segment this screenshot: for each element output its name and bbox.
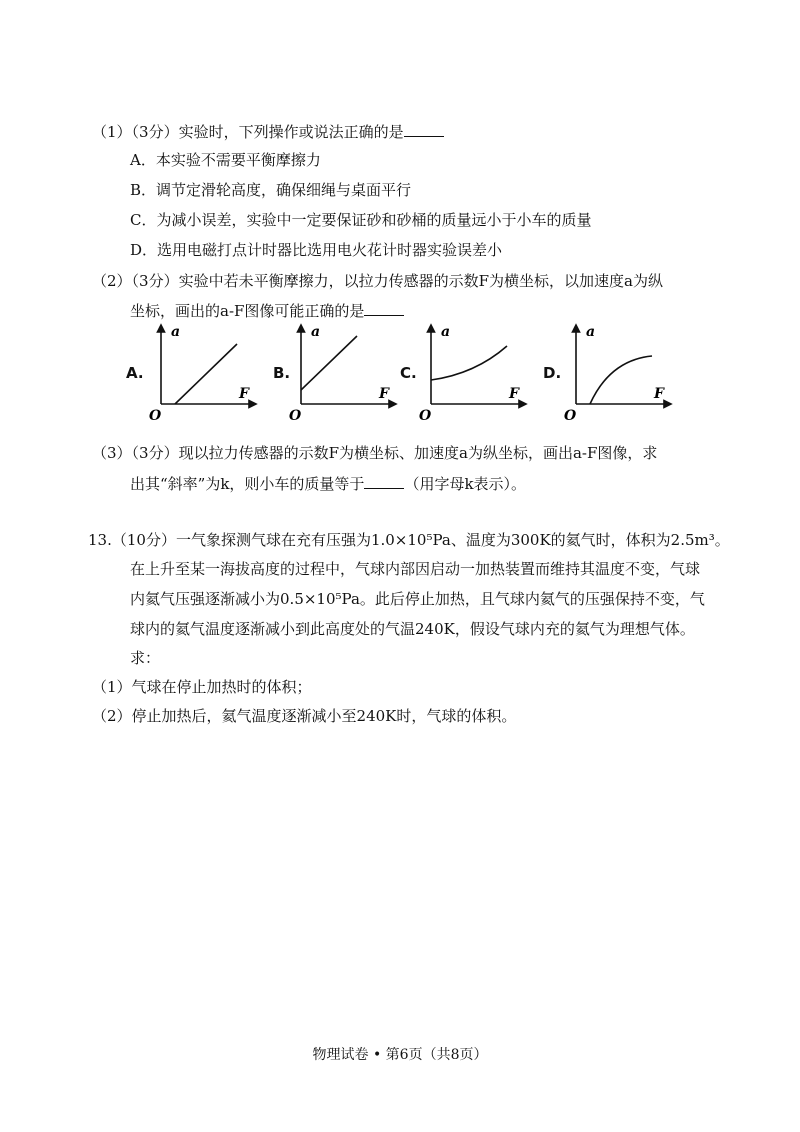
curve bbox=[590, 356, 652, 404]
graph-label-c: C. bbox=[400, 364, 417, 382]
axis-label-f: F bbox=[509, 386, 519, 402]
page-footer: 物理试卷 • 第6页（共8页） bbox=[312, 1047, 488, 1063]
q13-sub1: （1）气球在停止加热时的体积； bbox=[92, 678, 312, 696]
graph-b bbox=[285, 322, 425, 422]
origin-label: O bbox=[289, 408, 302, 422]
origin-label: O bbox=[149, 408, 162, 422]
q13-line1: 13.（10分）一气象探测气球在充有压强为1.0×10⁵Pa、温度为300K的氦气时，体积为2.5m³。 bbox=[88, 531, 730, 549]
graph-label-b: B. bbox=[273, 364, 291, 382]
axis-label-a: a bbox=[441, 324, 451, 340]
curve bbox=[175, 344, 237, 404]
q13-line3: 内氦气压强逐渐减小为0.5×10⁵Pa。此后停止加热，且气球内氦气的压强保持不变，气 bbox=[130, 590, 705, 608]
origin-label: O bbox=[419, 408, 432, 422]
q12-p2-line1: （2）（3分）实验中若未平衡摩擦力，以拉力传感器的示数F为横坐标，以加速度a为纵 bbox=[92, 272, 663, 290]
q12-p2-line2: 坐标，画出的a-F图像可能正确的是 bbox=[130, 301, 404, 321]
axis-label-f: F bbox=[379, 386, 389, 402]
q13-line4: 球内的氦气温度逐渐减小到此高度处的气温240K，假设气球内充的氦气为理想气体。 bbox=[130, 620, 695, 638]
curve bbox=[431, 346, 507, 380]
graph-label-a: A. bbox=[126, 364, 144, 382]
q12-p3-line2: 出其“斜率”为k，则小车的质量等于 （用字母k表示）。 bbox=[130, 475, 527, 493]
q13-sub2: （2）停止加热后，氦气温度逐渐减小至240K时，气球的体积。 bbox=[92, 707, 517, 725]
option-c: C．为减小误差，实验中一定要保证砂和砂桶的质量远小于小车的质量 bbox=[130, 211, 592, 229]
answer-blank[interactable] bbox=[404, 122, 444, 137]
q12-p1-stem: （1）（3分）实验时，下列操作或说法正确的是 bbox=[92, 122, 444, 142]
curve bbox=[301, 336, 357, 390]
axis-label-a: a bbox=[171, 324, 181, 340]
axis-label-f: F bbox=[654, 386, 664, 402]
graph-label-d: D. bbox=[543, 364, 562, 382]
graph-a bbox=[145, 322, 285, 422]
answer-blank[interactable] bbox=[364, 301, 404, 316]
option-a: A．本实验不需要平衡摩擦力 bbox=[130, 151, 321, 169]
q12-p3-line1: （3）（3分）现以拉力传感器的示数F为横坐标、加速度a为纵坐标，画出a-F图像，求 bbox=[92, 444, 658, 462]
q13-line5: 求： bbox=[130, 649, 161, 667]
graph-c bbox=[415, 322, 555, 422]
axis-label-a: a bbox=[311, 324, 321, 340]
origin-label: O bbox=[564, 408, 577, 422]
option-d: D．选用电磁打点计时器比选用电火花计时器实验误差小 bbox=[130, 241, 503, 259]
answer-blank[interactable] bbox=[364, 474, 404, 489]
q13-line2: 在上升至某一海拔高度的过程中，气球内部因启动一加热装置而维持其温度不变，气球 bbox=[130, 560, 701, 578]
axis-label-f: F bbox=[239, 386, 249, 402]
axis-label-a: a bbox=[586, 324, 596, 340]
graph-d bbox=[560, 322, 700, 422]
option-b: B．调节定滑轮高度，确保细绳与桌面平行 bbox=[130, 181, 412, 199]
